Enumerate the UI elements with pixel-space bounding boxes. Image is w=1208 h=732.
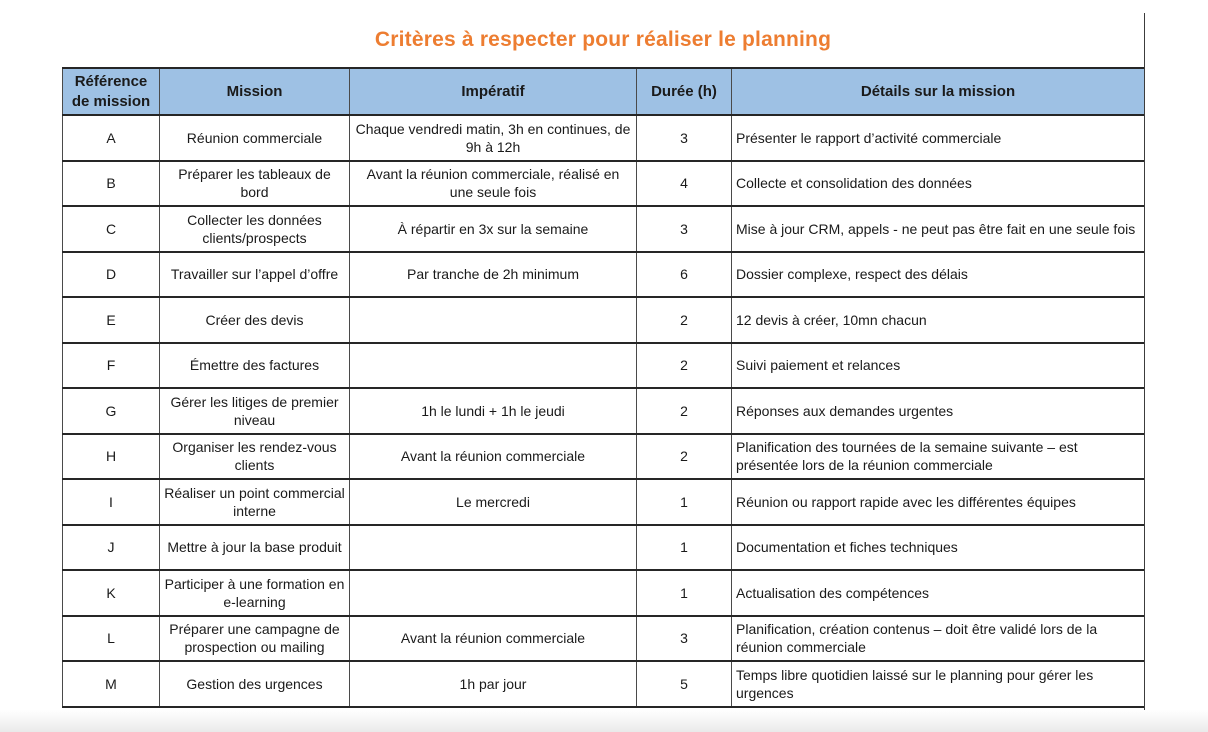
cell-duree: 2 <box>637 434 732 480</box>
cell-details: Suivi paiement et relances <box>732 343 1145 389</box>
cell-reference: C <box>63 206 160 252</box>
cell-reference: G <box>63 388 160 434</box>
bottom-edge-shadow <box>0 710 1208 732</box>
column-header-mission: Mission <box>160 68 350 115</box>
table-row <box>63 206 1145 252</box>
cell-mission: Préparer une campagne de prospection ou mailing <box>160 616 350 662</box>
cell-reference: L <box>63 616 160 662</box>
table-row <box>63 161 1145 207</box>
cell-mission: Organiser les rendez-vous clients <box>160 434 350 480</box>
cell-duree: 5 <box>637 661 732 707</box>
cell-duree: 1 <box>637 479 732 525</box>
cell-imperatif: Chaque vendredi matin, 3h en continues, de 9h à 12h <box>350 115 637 161</box>
cell-details: Planification, création contenus – doit être validé lors de la réunion commerciale <box>732 616 1145 662</box>
table-row <box>63 570 1145 616</box>
table-row <box>63 479 1145 525</box>
cell-imperatif: Avant la réunion commerciale <box>350 434 637 480</box>
cell-details: Réunion ou rapport rapide avec les différentes équipes <box>732 479 1145 525</box>
page-boundary-line <box>1144 13 1145 711</box>
cell-imperatif: Avant la réunion commerciale <box>350 616 637 662</box>
cell-duree: 4 <box>637 161 732 207</box>
column-header-details: Détails sur la mission <box>732 68 1145 115</box>
cell-mission: Gérer les litiges de premier niveau <box>160 388 350 434</box>
cell-imperatif: À répartir en 3x sur la semaine <box>350 206 637 252</box>
cell-duree: 3 <box>637 616 732 662</box>
cell-duree: 2 <box>637 297 732 343</box>
table-row <box>63 297 1145 343</box>
cell-details: Temps libre quotidien laissé sur le planning pour gérer les urgences <box>732 661 1145 707</box>
table-row <box>63 115 1145 161</box>
cell-duree: 1 <box>637 570 732 616</box>
cell-duree: 3 <box>637 206 732 252</box>
cell-duree: 6 <box>637 252 732 298</box>
table-row <box>63 661 1145 707</box>
cell-mission: Émettre des factures <box>160 343 350 389</box>
cell-duree: 3 <box>637 115 732 161</box>
cell-reference: H <box>63 434 160 480</box>
cell-mission: Travailler sur l’appel d’offre <box>160 252 350 298</box>
cell-details: Mise à jour CRM, appels - ne peut pas être fait en une seule fois <box>732 206 1145 252</box>
cell-mission: Créer des devis <box>160 297 350 343</box>
cell-mission: Réaliser un point commercial interne <box>160 479 350 525</box>
cell-reference: D <box>63 252 160 298</box>
table-row <box>63 252 1145 298</box>
cell-reference: M <box>63 661 160 707</box>
column-header-imperatif: Impératif <box>350 68 637 115</box>
page-title: Critères à respecter pour réaliser le planning <box>374 28 832 51</box>
criteria-table <box>62 67 1145 708</box>
cell-imperatif <box>350 343 637 389</box>
cell-details: Collecte et consolidation des données <box>732 161 1145 207</box>
cell-details: Dossier complexe, respect des délais <box>732 252 1145 298</box>
cell-duree: 1 <box>637 525 732 571</box>
table-row <box>63 616 1145 662</box>
cell-details: Planification des tournées de la semaine suivante – est présentée lors de la réunion commerciale <box>732 434 1145 480</box>
cell-reference: B <box>63 161 160 207</box>
column-header-reference: Référence de mission <box>63 68 160 115</box>
cell-duree: 2 <box>637 343 732 389</box>
cell-reference: A <box>63 115 160 161</box>
cell-reference: J <box>63 525 160 571</box>
cell-imperatif: Le mercredi <box>350 479 637 525</box>
cell-imperatif: Par tranche de 2h minimum <box>350 252 637 298</box>
cell-mission: Réunion commerciale <box>160 115 350 161</box>
table-header-row <box>63 68 1145 115</box>
cell-details: Documentation et fiches techniques <box>732 525 1145 571</box>
table-row <box>63 388 1145 434</box>
cell-imperatif: Avant la réunion commerciale, réalisé en une seule fois <box>350 161 637 207</box>
cell-details: Présenter le rapport d’activité commerciale <box>732 115 1145 161</box>
cell-details: Réponses aux demandes urgentes <box>732 388 1145 434</box>
cell-mission: Gestion des urgences <box>160 661 350 707</box>
cell-reference: K <box>63 570 160 616</box>
cell-imperatif: 1h le lundi + 1h le jeudi <box>350 388 637 434</box>
cell-details: 12 devis à créer, 10mn chacun <box>732 297 1145 343</box>
cell-imperatif: 1h par jour <box>350 661 637 707</box>
cell-reference: F <box>63 343 160 389</box>
cell-mission: Collecter les données clients/prospects <box>160 206 350 252</box>
cell-duree: 2 <box>637 388 732 434</box>
cell-reference: E <box>63 297 160 343</box>
table-row <box>63 525 1145 571</box>
cell-mission: Participer à une formation en e-learning <box>160 570 350 616</box>
cell-mission: Préparer les tableaux de bord <box>160 161 350 207</box>
cell-imperatif <box>350 297 637 343</box>
table-row <box>63 343 1145 389</box>
cell-mission: Mettre à jour la base produit <box>160 525 350 571</box>
cell-details: Actualisation des compétences <box>732 570 1145 616</box>
cell-imperatif <box>350 525 637 571</box>
cell-imperatif <box>350 570 637 616</box>
column-header-duree: Durée (h) <box>637 68 732 115</box>
cell-reference: I <box>63 479 160 525</box>
table-row <box>63 434 1145 480</box>
